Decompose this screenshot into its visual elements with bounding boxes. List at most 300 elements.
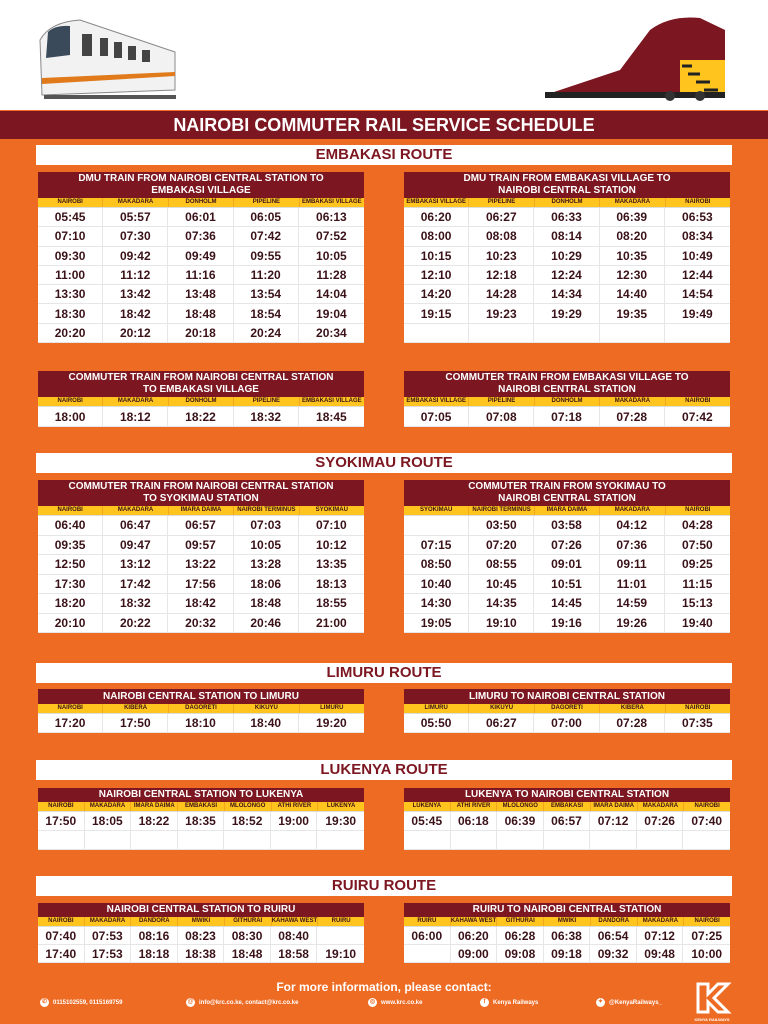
time-cell: 10:05: [316, 248, 347, 263]
table-row: [38, 555, 364, 575]
time-cell: 20:18: [168, 324, 233, 342]
table-title: [404, 788, 730, 802]
column-header: NAIROBI: [38, 917, 84, 926]
time-cell: 14:45: [534, 594, 599, 613]
time-cell: 10:12: [316, 537, 347, 552]
time-cell: 19:40: [682, 615, 713, 630]
time-cell: 07:00: [534, 714, 599, 732]
time-cell: 18:13: [316, 576, 347, 591]
time-cell: [85, 831, 132, 849]
time-cell: 19:05: [404, 614, 469, 633]
time-cell: 18:20: [38, 594, 103, 613]
table-title: [38, 480, 364, 506]
column-header: NAIROBI: [38, 506, 102, 515]
time-cell: 07:28: [600, 714, 665, 732]
column-header: GITHURAI: [497, 917, 543, 926]
time-cell: 06:20: [451, 927, 498, 944]
time-cell: 07:10: [38, 227, 103, 245]
time-cell: 08:16: [131, 927, 178, 944]
time-cell: 20:46: [234, 614, 299, 633]
table-row: [38, 324, 364, 343]
table-header-row: [404, 704, 730, 714]
time-cell: 05:45: [38, 208, 103, 226]
time-cell: [600, 324, 665, 342]
time-cell: 12:10: [404, 266, 469, 284]
time-cell: 20:34: [316, 325, 347, 340]
time-cell: 04:28: [682, 518, 713, 533]
column-header: KIKUYU: [234, 704, 298, 713]
facebook-icon: f: [480, 998, 489, 1007]
time-cell: 10:35: [600, 247, 665, 265]
time-cell: 18:48: [168, 304, 233, 322]
time-cell: 19:10: [469, 614, 534, 633]
time-cell: [404, 516, 469, 535]
time-cell: 21:00: [316, 615, 347, 630]
time-cell: 06:18: [451, 812, 498, 830]
table-title-line: EMBAKASI VILLAGE: [151, 185, 251, 196]
route-heading-lukenya: LUKENYA ROUTE: [36, 760, 732, 780]
time-cell: 15:13: [682, 596, 713, 611]
time-cell: 12:24: [534, 266, 599, 284]
time-cell: 07:05: [404, 407, 469, 426]
route-heading-embakasi: EMBAKASI ROUTE: [36, 145, 732, 165]
time-cell: 18:32: [103, 594, 168, 613]
logo-text: KENYA RAILWAYS: [694, 1017, 730, 1022]
time-cell: 08:55: [469, 555, 534, 574]
email-icon: @: [187, 999, 194, 1005]
time-cell: 18:10: [168, 714, 233, 732]
time-cell: 19:04: [316, 306, 347, 321]
time-cell: 06:40: [38, 516, 103, 535]
table-row: [38, 304, 364, 323]
globe-icon: ◎: [369, 999, 376, 1005]
time-cell: [131, 831, 178, 849]
table-row: [38, 208, 364, 227]
time-cell: 20:32: [168, 614, 233, 633]
table-header-row: [38, 917, 364, 927]
column-header: NAIROBI: [38, 397, 102, 406]
time-cell: 18:06: [234, 575, 299, 594]
time-cell: 10:45: [469, 575, 534, 594]
table-title: [38, 689, 364, 704]
column-header: LUKENYA: [404, 802, 450, 811]
time-cell: [469, 324, 534, 342]
time-cell: [497, 831, 544, 849]
table-row: [38, 594, 364, 614]
time-cell: 13:54: [234, 285, 299, 303]
time-cell: 18:12: [103, 407, 168, 426]
time-cell: 11:01: [600, 575, 665, 594]
schedule-table: [404, 172, 730, 343]
column-header: MWIKI: [178, 917, 224, 926]
time-cell: 07:25: [691, 928, 723, 943]
table-row: [38, 285, 364, 304]
website-text: www.krc.co.ke: [381, 999, 423, 1006]
email-text: info@krc.co.ke, contact@krc.co.ke: [199, 999, 299, 1006]
time-cell: 11:20: [234, 266, 299, 284]
time-cell: 17:30: [38, 575, 103, 594]
table-title-line: LIMURU TO NAIROBI CENTRAL STATION: [469, 690, 665, 702]
column-header: KAHAWA WEST: [450, 918, 497, 924]
time-cell: 09:30: [38, 247, 103, 265]
time-cell: 19:29: [534, 304, 599, 322]
column-header: PIPELINE: [234, 397, 298, 406]
time-cell: [534, 324, 599, 342]
time-cell: 07:20: [469, 536, 534, 555]
table-row: [404, 407, 730, 427]
time-cell: 20:20: [38, 324, 103, 342]
column-header: NAIROBI: [38, 802, 84, 811]
table-row: [404, 555, 730, 575]
time-cell: 19:35: [600, 304, 665, 322]
route-heading-syokimau: SYOKIMAU ROUTE: [36, 453, 732, 473]
schedule-table: [404, 689, 730, 733]
time-cell: [590, 831, 637, 849]
time-cell: 06:53: [682, 210, 713, 225]
time-cell: 19:20: [316, 716, 347, 730]
column-header: MAKADARA: [638, 917, 684, 926]
time-cell: [637, 831, 684, 849]
column-header: PIPELINE: [469, 397, 533, 406]
time-cell: 10:00: [691, 946, 723, 961]
time-cell: 14:34: [534, 285, 599, 303]
time-cell: 12:18: [469, 266, 534, 284]
column-header: DONHOLM: [535, 397, 599, 406]
schedule-table: [38, 689, 364, 733]
table-row: [404, 266, 730, 285]
time-cell: [404, 945, 451, 962]
time-cell: 09:18: [544, 945, 591, 962]
contact-email[interactable]: [186, 998, 298, 1007]
column-header: MAKADARA: [600, 198, 664, 207]
time-cell: 07:12: [637, 927, 684, 944]
column-header: EMBAKASI VILLAGE: [404, 397, 468, 406]
time-cell: 07:26: [637, 812, 684, 830]
schedule-table: [38, 480, 364, 633]
route-heading-limuru: LIMURU ROUTE: [36, 663, 732, 683]
time-cell: 06:13: [316, 210, 347, 225]
time-cell: 09:47: [103, 536, 168, 555]
column-header: DANDORA: [591, 917, 637, 926]
time-cell: 10:29: [534, 247, 599, 265]
time-cell: 09:42: [103, 247, 168, 265]
time-cell: 14:20: [404, 285, 469, 303]
column-header: DONHOLM: [169, 198, 233, 207]
column-header: NAIROBI: [38, 704, 102, 713]
time-cell: 10:51: [534, 575, 599, 594]
time-cell: 17:53: [85, 945, 132, 962]
time-cell: 06:57: [168, 516, 233, 535]
time-cell: 18:38: [178, 945, 225, 962]
time-cell: 08:40: [271, 927, 318, 944]
time-cell: 07:03: [234, 516, 299, 535]
time-cell: 07:36: [168, 227, 233, 245]
column-header: GITHURAI: [225, 917, 271, 926]
time-cell: [224, 831, 271, 849]
time-cell: 07:18: [534, 407, 599, 426]
time-cell: 19:26: [600, 614, 665, 633]
table-header-row: [38, 198, 364, 208]
time-cell: 12:50: [38, 555, 103, 574]
column-header: MAKADARA: [85, 917, 131, 926]
time-cell: 10:05: [234, 536, 299, 555]
page-title: NAIROBI COMMUTER RAIL SERVICE SCHEDULE: [0, 111, 768, 139]
column-header: KIBERA: [600, 704, 664, 713]
column-header: ATHI RIVER: [272, 802, 318, 811]
time-cell: 06:05: [234, 208, 299, 226]
time-cell: 07:28: [600, 407, 665, 426]
table-title-line: NAIROBI CENTRAL STATION TO RUIRU: [106, 904, 296, 915]
time-cell: 13:35: [316, 557, 347, 572]
table-row: [38, 927, 364, 945]
column-header: PIPELINE: [234, 198, 298, 207]
column-header: MAKADARA: [600, 506, 664, 515]
time-cell: 19:30: [325, 814, 357, 828]
table-row: [38, 266, 364, 285]
table-header-row: [404, 397, 730, 407]
table-header-row: [404, 917, 730, 927]
time-cell: 09:49: [168, 247, 233, 265]
column-header: EMBAKASI: [544, 802, 590, 811]
table-title-line: COMMUTER TRAIN FROM NAIROBI CENTRAL STATION: [68, 372, 334, 383]
time-cell: 07:26: [534, 536, 599, 555]
column-header: DONHOLM: [535, 198, 599, 207]
contact-heading: For more information, please contact:: [276, 980, 492, 994]
time-cell: 13:12: [103, 555, 168, 574]
time-cell: 06:27: [469, 208, 534, 226]
schedule-table: [38, 371, 364, 427]
table-title-line: RUIRU TO NAIROBI CENTRAL STATION: [472, 904, 662, 915]
column-header: NAIROBI: [666, 704, 730, 713]
time-cell: 11:15: [682, 576, 713, 591]
column-header: LIMURU: [404, 704, 468, 713]
time-cell: 05:45: [404, 812, 451, 830]
twitter-icon: ✦: [597, 999, 604, 1005]
time-cell: 18:30: [38, 304, 103, 322]
column-header: PIPELINE: [469, 198, 533, 207]
time-cell: 07:52: [316, 229, 347, 244]
header-images: [0, 0, 768, 110]
column-header: RUIRU: [404, 917, 450, 926]
time-cell: 17:50: [38, 812, 85, 830]
column-header: EMBAKASI: [178, 802, 224, 811]
table-row: [38, 614, 364, 634]
table-row: [38, 536, 364, 556]
kenya-railways-logo: [690, 980, 734, 1022]
time-cell: 11:00: [38, 266, 103, 284]
time-cell: 06:38: [544, 927, 591, 944]
contact-website[interactable]: [368, 998, 422, 1007]
time-cell: 07:08: [469, 407, 534, 426]
table-title-line: LUKENYA TO NAIROBI CENTRAL STATION: [464, 789, 670, 800]
column-header: IMARA DAIMA: [131, 802, 177, 811]
column-header: IMARA DAIMA: [169, 506, 233, 515]
time-cell: 18:00: [38, 407, 103, 426]
locomotive-image: [545, 18, 725, 102]
time-cell: 06:39: [600, 208, 665, 226]
table-row: [404, 304, 730, 323]
time-cell: 03:50: [469, 516, 534, 535]
table-header-row: [38, 397, 364, 407]
column-header: MAKADARA: [85, 802, 131, 811]
table-row: [38, 247, 364, 266]
time-cell: 07:50: [682, 537, 713, 552]
route-heading-ruiru: RUIRU ROUTE: [36, 876, 732, 896]
table-header-row: [38, 704, 364, 714]
column-header: MLOLONGO: [497, 802, 543, 811]
time-cell: 20:10: [38, 614, 103, 633]
time-cell: 07:30: [103, 227, 168, 245]
column-header: MAKADARA: [638, 802, 684, 811]
time-cell: 19:49: [682, 306, 713, 321]
column-header: NAIROBI: [684, 802, 730, 811]
time-cell: [544, 831, 591, 849]
time-cell: 07:35: [682, 716, 713, 730]
phone-icon: ✆: [41, 999, 48, 1005]
column-header: MAKADARA: [600, 397, 664, 406]
column-header: IMARA DAIMA: [535, 506, 599, 515]
table-row: [404, 285, 730, 304]
time-cell: 18:58: [271, 945, 318, 962]
time-cell: 09:35: [38, 536, 103, 555]
time-cell: 14:54: [682, 287, 713, 302]
time-cell: 07:40: [691, 814, 723, 828]
table-row: [404, 516, 730, 536]
column-header: KIBERA: [103, 704, 167, 713]
time-cell: 08:20: [600, 227, 665, 245]
time-cell: 06:47: [103, 516, 168, 535]
table-title-line: DMU TRAIN FROM NAIROBI CENTRAL STATION TO: [78, 173, 324, 184]
column-header: NAIROBI TERMINUS: [234, 506, 298, 515]
column-header: RUIRU: [318, 917, 364, 926]
schedule-table: [38, 788, 364, 850]
time-cell: [271, 831, 318, 849]
time-cell: 09:55: [234, 247, 299, 265]
time-cell: 05:57: [103, 208, 168, 226]
time-cell: 18:54: [234, 304, 299, 322]
table-title-line: NAIROBI CENTRAL STATION TO LUKENYA: [98, 789, 304, 800]
time-cell: 14:59: [600, 594, 665, 613]
table-row: [404, 575, 730, 595]
time-cell: 03:58: [534, 516, 599, 535]
table-row: [404, 227, 730, 246]
column-header: NAIROBI: [38, 198, 102, 207]
time-cell: 13:48: [168, 285, 233, 303]
table-header-row: [404, 802, 730, 812]
column-header: IMARA DAIMA: [591, 802, 637, 811]
time-cell: 14:40: [600, 285, 665, 303]
time-cell: 14:28: [469, 285, 534, 303]
time-cell: 04:12: [600, 516, 665, 535]
time-cell: 07:15: [404, 536, 469, 555]
column-header: MLOLONGO: [225, 802, 271, 811]
time-cell: 19:00: [271, 812, 318, 830]
table-title-line: NAIROBI CENTRAL STATION: [498, 493, 636, 504]
time-cell: 20:24: [234, 324, 299, 342]
time-cell: 09:25: [682, 557, 713, 572]
table-title: [38, 903, 364, 917]
table-title-line: TO SYOKIMAU STATION: [143, 493, 259, 504]
time-cell: 08:08: [469, 227, 534, 245]
time-cell: 08:00: [404, 227, 469, 245]
time-cell: [178, 831, 225, 849]
time-cell: 20:12: [103, 324, 168, 342]
time-cell: 17:42: [103, 575, 168, 594]
time-cell: 18:18: [131, 945, 178, 962]
time-cell: 10:15: [404, 247, 469, 265]
table-title: [38, 371, 364, 397]
time-cell: 05:50: [404, 714, 469, 732]
time-cell: 19:15: [404, 304, 469, 322]
phone-text: 0115102559, 0115169759: [53, 999, 123, 1006]
table-row: [404, 614, 730, 634]
twitter-text: @KenyaRailways_: [609, 999, 662, 1006]
table-row: [404, 247, 730, 266]
time-cell: [38, 831, 85, 849]
schedule-table: [404, 480, 730, 633]
table-row: [38, 227, 364, 246]
column-header: ATHI RIVER: [451, 802, 497, 811]
contact-twitter[interactable]: [596, 998, 662, 1007]
table-row: [404, 927, 730, 945]
time-cell: 07:36: [600, 536, 665, 555]
table-header-row: [38, 802, 364, 812]
time-cell: 07:53: [85, 927, 132, 944]
table-row: [404, 714, 730, 733]
schedule-table: [404, 788, 730, 850]
dmu-train-image: [40, 20, 176, 99]
table-title-line: COMMUTER TRAIN FROM EMBAKASI VILLAGE TO: [445, 372, 689, 383]
table-row: [38, 812, 364, 831]
table-row: [38, 831, 364, 850]
time-cell: 08:30: [224, 927, 271, 944]
column-header: EMBAKASI VILLAGE: [300, 397, 364, 406]
column-header: DANDORA: [131, 917, 177, 926]
time-cell: 18:42: [168, 594, 233, 613]
table-title: [404, 172, 730, 198]
table-row: [404, 594, 730, 614]
time-cell: [317, 831, 364, 849]
time-cell: 11:16: [168, 266, 233, 284]
contact-facebook[interactable]: [480, 998, 538, 1007]
contact-phone: [40, 998, 122, 1007]
time-cell: 06:27: [469, 714, 534, 732]
table-row: [404, 536, 730, 556]
time-cell: 14:35: [469, 594, 534, 613]
time-cell: 10:40: [404, 575, 469, 594]
table-row: [404, 945, 730, 963]
table-row: [404, 208, 730, 227]
column-header: EMBAKASI VILLAGE: [404, 198, 468, 207]
table-title: [38, 788, 364, 802]
table-header-row: [38, 506, 364, 516]
table-title: [404, 689, 730, 704]
time-cell: 06:20: [404, 208, 469, 226]
time-cell: [317, 927, 364, 944]
column-header: LIMURU: [300, 704, 364, 713]
time-cell: 08:50: [404, 555, 469, 574]
time-cell: [404, 831, 451, 849]
table-row: [38, 945, 364, 963]
time-cell: 06:33: [534, 208, 599, 226]
time-cell: 18:35: [178, 812, 225, 830]
time-cell: 18:22: [131, 812, 178, 830]
time-cell: 12:30: [600, 266, 665, 284]
time-cell: 07:40: [38, 927, 85, 944]
time-cell: 09:08: [497, 945, 544, 962]
table-title-line: COMMUTER TRAIN FROM NAIROBI CENTRAL STATION: [68, 481, 334, 492]
table-title: [38, 172, 364, 198]
